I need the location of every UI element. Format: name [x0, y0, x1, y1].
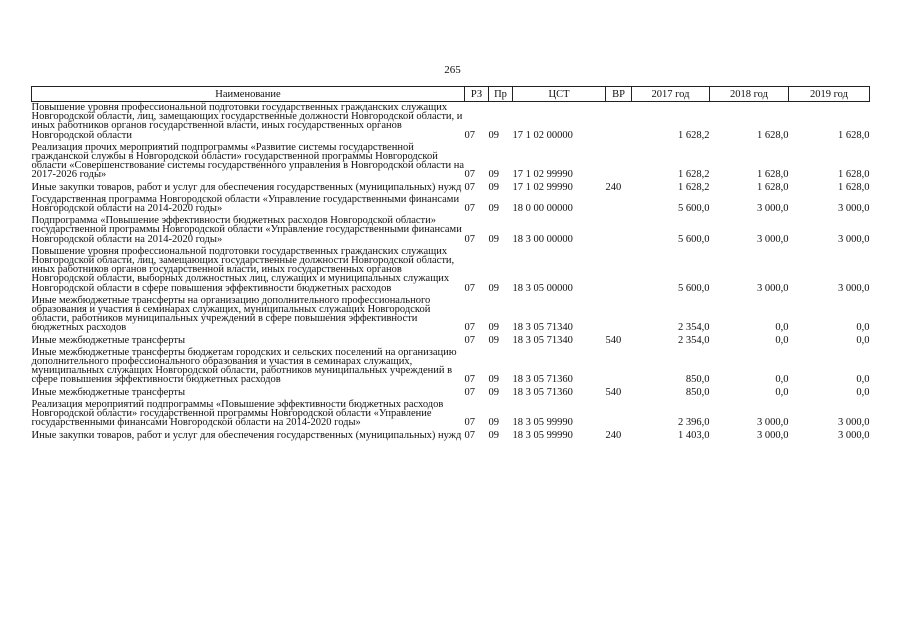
row-cst: 18 3 05 71360: [512, 374, 573, 386]
row-value-2018: 1 628,0: [757, 169, 789, 181]
column-header-pr: Пр: [489, 87, 513, 102]
row-rz: 07: [464, 169, 475, 181]
table-body: [32, 102, 870, 442]
row-vr: [606, 295, 632, 335]
table-row: [32, 295, 870, 335]
row-rz: 07: [464, 233, 475, 245]
row-value-2019: 0,0: [856, 374, 870, 386]
row-cst: 18 0 00 00000: [512, 203, 573, 215]
row-rz: 07: [464, 203, 475, 215]
row-cst: 18 3 05 71340: [512, 322, 573, 334]
row-value-2017: 5 600,0: [678, 282, 710, 294]
row-pr: 09: [488, 129, 499, 141]
row-cst: 18 3 05 99990: [512, 417, 573, 429]
row-name: Иные межбюджетные трансферты: [31, 386, 186, 398]
row-pr: 09: [488, 233, 499, 245]
row-pr: 09: [488, 386, 499, 398]
row-value-2019: 1 628,0: [838, 169, 870, 181]
row-value-2019: 0,0: [856, 386, 870, 398]
table-row: [32, 194, 870, 215]
row-vr: [606, 102, 632, 142]
table-row: [32, 399, 870, 430]
row-pr: 09: [488, 203, 499, 215]
column-header-2019: 2019 год: [789, 87, 870, 102]
row-value-2018: 3 000,0: [757, 429, 789, 441]
table-row: [32, 387, 870, 399]
row-cst: 17 1 02 99990: [512, 181, 573, 193]
row-rz: 07: [464, 282, 475, 294]
row-value-2019: 3 000,0: [838, 429, 870, 441]
row-vr: [606, 399, 632, 430]
row-value-2018: 0,0: [775, 374, 789, 386]
table-row: [32, 347, 870, 387]
row-name: Государственная программа Новгородской области «Управление государственными финансами Новгородской области на 2014-2020 годы»: [31, 193, 460, 215]
row-vr: [606, 215, 632, 246]
row-value-2017: 5 600,0: [678, 203, 710, 215]
row-vr: 240: [605, 429, 622, 441]
column-header-vr: ВР: [606, 87, 632, 102]
row-rz: 07: [464, 322, 475, 334]
row-cst: 18 3 05 71360: [512, 386, 573, 398]
row-value-2017: 1 628,2: [678, 169, 710, 181]
row-value-2017: 850,0: [685, 386, 710, 398]
row-vr: [606, 347, 632, 387]
row-rz: 07: [464, 181, 475, 193]
row-value-2017: 1 628,2: [678, 181, 710, 193]
row-value-2019: 1 628,0: [838, 181, 870, 193]
row-value-2017: 850,0: [685, 374, 710, 386]
column-header-2018: 2018 год: [710, 87, 789, 102]
column-header-name: Наименование: [32, 87, 465, 102]
row-value-2019: 3 000,0: [838, 203, 870, 215]
column-header-2017: 2017 год: [632, 87, 710, 102]
table-row: [32, 102, 870, 142]
row-value-2019: 1 628,0: [838, 129, 870, 141]
row-name: Иные межбюджетные трансферты бюджетам городских и сельских поселений на организацию дополнительного профессионального образования и участия в семинарах служащих, муниципальных служащих Новгородской области, работников муниципальных учреждений в сфере повышения эффективности бюджетных расходов: [31, 346, 457, 386]
row-name: Повышение уровня профессиональной подготовки государственных гражданских служащих Новгородской области, лиц, замещающих государственные должности Новгородской области, иных работников органов государственной власти, иных государственных органов Новгородской области, выборных должностных лиц, служащих и муниципальных служащих Новгородской области в сфере повышения эффективности бюджетных расходов: [31, 245, 455, 294]
row-name: Повышение уровня профессиональной подготовки государственных гражданских служащих Новгородской области, лиц, замещающих государственные должности Новгородской области, и иных работников органов государственной власти, иных государственных органов Новгородской области: [31, 102, 463, 141]
row-value-2018: 0,0: [775, 386, 789, 398]
row-value-2019: 3 000,0: [838, 233, 870, 245]
row-cst: 18 3 05 00000: [512, 282, 573, 294]
row-vr: [606, 194, 632, 215]
row-vr: 540: [605, 334, 622, 346]
row-value-2018: 3 000,0: [757, 417, 789, 429]
row-pr: 09: [488, 374, 499, 386]
row-name: Реализация мероприятий подпрограммы «Повышение эффективности бюджетных расходов Новгородской области» государственной программы Новгородской области «Управление государственными финансами Новгородской области на 2014-2020 годы»: [31, 398, 444, 429]
budget-table: [31, 86, 870, 442]
table-row: [32, 215, 870, 246]
row-cst: 18 3 05 99990: [512, 429, 573, 441]
row-pr: 09: [488, 417, 499, 429]
table-row: [32, 182, 870, 194]
row-value-2018: 0,0: [775, 334, 789, 346]
row-value-2018: 3 000,0: [757, 282, 789, 294]
row-rz: 07: [464, 129, 475, 141]
row-value-2017: 1 403,0: [678, 429, 710, 441]
row-value-2019: 0,0: [856, 322, 870, 334]
row-rz: 07: [464, 334, 475, 346]
page-number: 265: [444, 64, 461, 76]
row-value-2018: 0,0: [775, 322, 789, 334]
row-cst: 17 1 02 99990: [512, 169, 573, 181]
row-pr: 09: [488, 181, 499, 193]
row-pr: 09: [488, 322, 499, 334]
table-row: [32, 430, 870, 442]
table-row: [32, 142, 870, 182]
row-rz: 07: [464, 386, 475, 398]
row-value-2019: 0,0: [856, 334, 870, 346]
row-value-2017: 1 628,2: [678, 129, 710, 141]
row-name: Иные межбюджетные трансферты на организацию дополнительного профессионального образования и участия в семинарах служащих, муниципальных служащих Новгородской области, работников муниципальных учреждений в сфере повышения эффективности бюджетных расходов: [31, 294, 431, 334]
row-rz: 07: [464, 374, 475, 386]
row-vr: 540: [605, 386, 622, 398]
row-vr: 240: [605, 181, 622, 193]
row-pr: 09: [488, 169, 499, 181]
row-value-2017: 2 354,0: [678, 322, 710, 334]
row-value-2018: 3 000,0: [757, 203, 789, 215]
row-name: Иные закупки товаров, работ и услуг для обеспечения государственных (муниципальных) нужд: [31, 429, 462, 441]
row-name: Реализация прочих мероприятий подпрограммы «Развитие системы государственной гражданской службы в Новгородской области» государственной программы Новгородской области «Совершенствование системы государственного управления в Новгородской области на 2017-2026 годы»: [31, 141, 465, 181]
row-value-2017: 2 354,0: [678, 334, 710, 346]
row-pr: 09: [488, 334, 499, 346]
row-rz: 07: [464, 417, 475, 429]
table-header-row: [32, 87, 870, 102]
row-cst: 18 3 05 71340: [512, 334, 573, 346]
row-value-2019: 3 000,0: [838, 417, 870, 429]
row-pr: 09: [488, 429, 499, 441]
row-pr: 09: [488, 282, 499, 294]
row-name: Подпрограмма «Повышение эффективности бюджетных расходов Новгородской области» государственной программы Новгородской области «Управление государственными финансами Новгородской области на 2014-2020 годы»: [31, 215, 462, 245]
row-vr: [606, 142, 632, 182]
row-value-2017: 5 600,0: [678, 233, 710, 245]
column-header-cst: ЦСТ: [513, 87, 606, 102]
column-header-rz: РЗ: [465, 87, 489, 102]
row-value-2018: 1 628,0: [757, 129, 789, 141]
row-rz: 07: [464, 429, 475, 441]
row-value-2018: 1 628,0: [757, 181, 789, 193]
row-vr: [606, 246, 632, 295]
row-name: Иные межбюджетные трансферты: [31, 334, 186, 346]
row-cst: 17 1 02 00000: [512, 129, 573, 141]
row-cst: 18 3 00 00000: [512, 233, 573, 245]
table-row: [32, 246, 870, 295]
row-name: Иные закупки товаров, работ и услуг для обеспечения государственных (муниципальных) нужд: [31, 181, 462, 193]
row-value-2019: 3 000,0: [838, 282, 870, 294]
table-row: [32, 335, 870, 347]
row-value-2017: 2 396,0: [678, 417, 710, 429]
row-value-2018: 3 000,0: [757, 233, 789, 245]
